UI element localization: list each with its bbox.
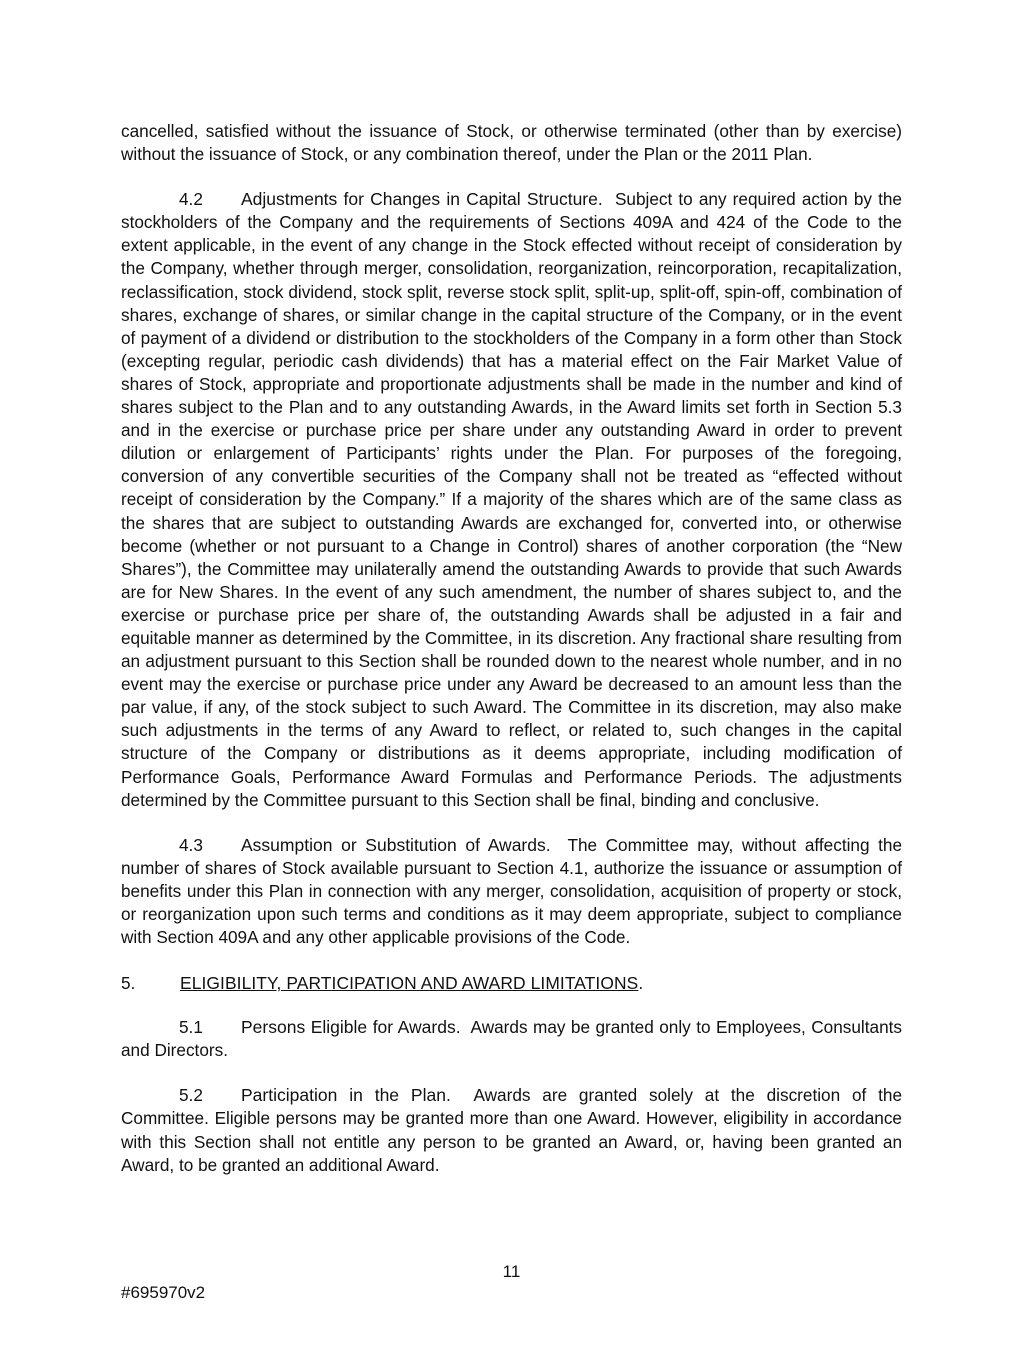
section-heading: Persons Eligible for Awards. <box>241 1017 461 1038</box>
continuation-paragraph: cancelled, satisfied without the issuance of Stock, or otherwise terminated (other than by exercise) without the issuance of Stock, or any combination thereof, under the Plan or the 2011 Plan. <box>121 121 902 165</box>
section-heading: Assumption or Substitution of Awards. <box>241 834 551 855</box>
section-body: The Committee may, without affecting the number of shares of Stock available pursuant to Section 4.1, authorize the issuance or assumption of benefits under this Plan in connection with any merger, consolidation, acquisition of property or stock, or reorganization upon such terms and conditions as it may deem appropriate, subject to compliance with Section 409A and any other applicable provisions of the Code. <box>121 834 902 948</box>
section-5-heading <box>121 972 902 995</box>
section-body: Subject to any required action by the stockholders of the Company and the requirements of Sections 409A and 424 of the Code to the extent applicable, in the event of any change in the Stock effected without receipt of consideration by the Company, whether through merger, consolidation, reorganization, reincorporation, recapitalization, reclassification, stock dividend, stock split, reverse stock split, split-up, split-off, spin-off, combination of shares, exchange of shares, or similar change in the capital structure of the Company, or in the event of payment of a dividend or distribution to the stockholders of the Company in a form other than Stock (excepting regular, periodic cash dividends) that has a material effect on the Fair Market Value of shares of Stock, appropriate and proportionate adjustments shall be made in the number and kind of shares subject to the Plan and to any outstanding Awards, in the Award limits set forth in Section 5.3 and in the exercise or purchase price per share under any outstanding Award in order to prevent dilution or enlargement of Participants’ rights under the Plan. For purposes of the foregoing, conversion of any convertible securities of the Company shall not be treated as “effected without receipt of consideration by the Company.” If a majority of the shares which are of the same class as the shares that are subject to outstanding Awards are exchanged for, converted into, or otherwise become (whether or not pursuant to a Change in Control) shares of another corporation (the “New Shares”), the Committee may unilaterally amend the outstanding Awards to provide that such Awards are for New Shares. In the event of any such amendment, the number of shares subject to, and the exercise or purchase price per share of, the outstanding Awards shall be adjusted in a fair and equitable manner as determined by the Committee, in its discretion. Any fractional share resulting from an adjustment pursuant to this Section shall be rounded down to the nearest whole number, and in no event may the exercise or purchase price under any Award be decreased to an amount less than the par value, if any, of the stock subject to such Award. The Committee in its discretion, may also make such adjustments in the terms of any Award to reflect, or related to, such changes in the capital structure of the Company or distributions as it deems appropriate, including modification of Performance Goals, Performance Award Formulas and Performance Periods. The adjustments determined by the Committee pursuant to this Section shall be final, binding and conclusive. <box>121 189 902 810</box>
section-number: 5.2 <box>179 1085 203 1106</box>
article-title: ELIGIBILITY, PARTICIPATION AND AWARD LIMITATIONS <box>180 973 639 994</box>
section-body: Awards are granted solely at the discretion of the Committee. Eligible persons may be granted more than one Award. However, eligibility in accordance with this Section shall not entitle any person to be granted an Award, or, having been granted an Award, to be granted an additional Award. <box>121 1085 902 1175</box>
section-5-1 <box>121 1016 902 1062</box>
section-heading: Participation in the Plan. <box>241 1085 451 1106</box>
section-number: 4.2 <box>179 189 203 210</box>
section-body: Awards may be granted only to Employees, Consultants and Directors. <box>121 1017 903 1061</box>
section-number: 4.3 <box>179 834 203 855</box>
page-number: 11 <box>502 1262 521 1281</box>
title-period: . <box>638 973 644 994</box>
section-heading: Adjustments for Changes in Capital Structure. <box>241 189 603 210</box>
document-id: #695970v2 <box>121 1283 206 1302</box>
section-number: 5. <box>121 973 136 994</box>
section-4-3 <box>121 834 902 949</box>
document-page <box>121 120 902 1177</box>
section-5-2 <box>121 1084 902 1176</box>
section-4-2 <box>121 188 902 812</box>
section-number: 5.1 <box>179 1017 203 1038</box>
